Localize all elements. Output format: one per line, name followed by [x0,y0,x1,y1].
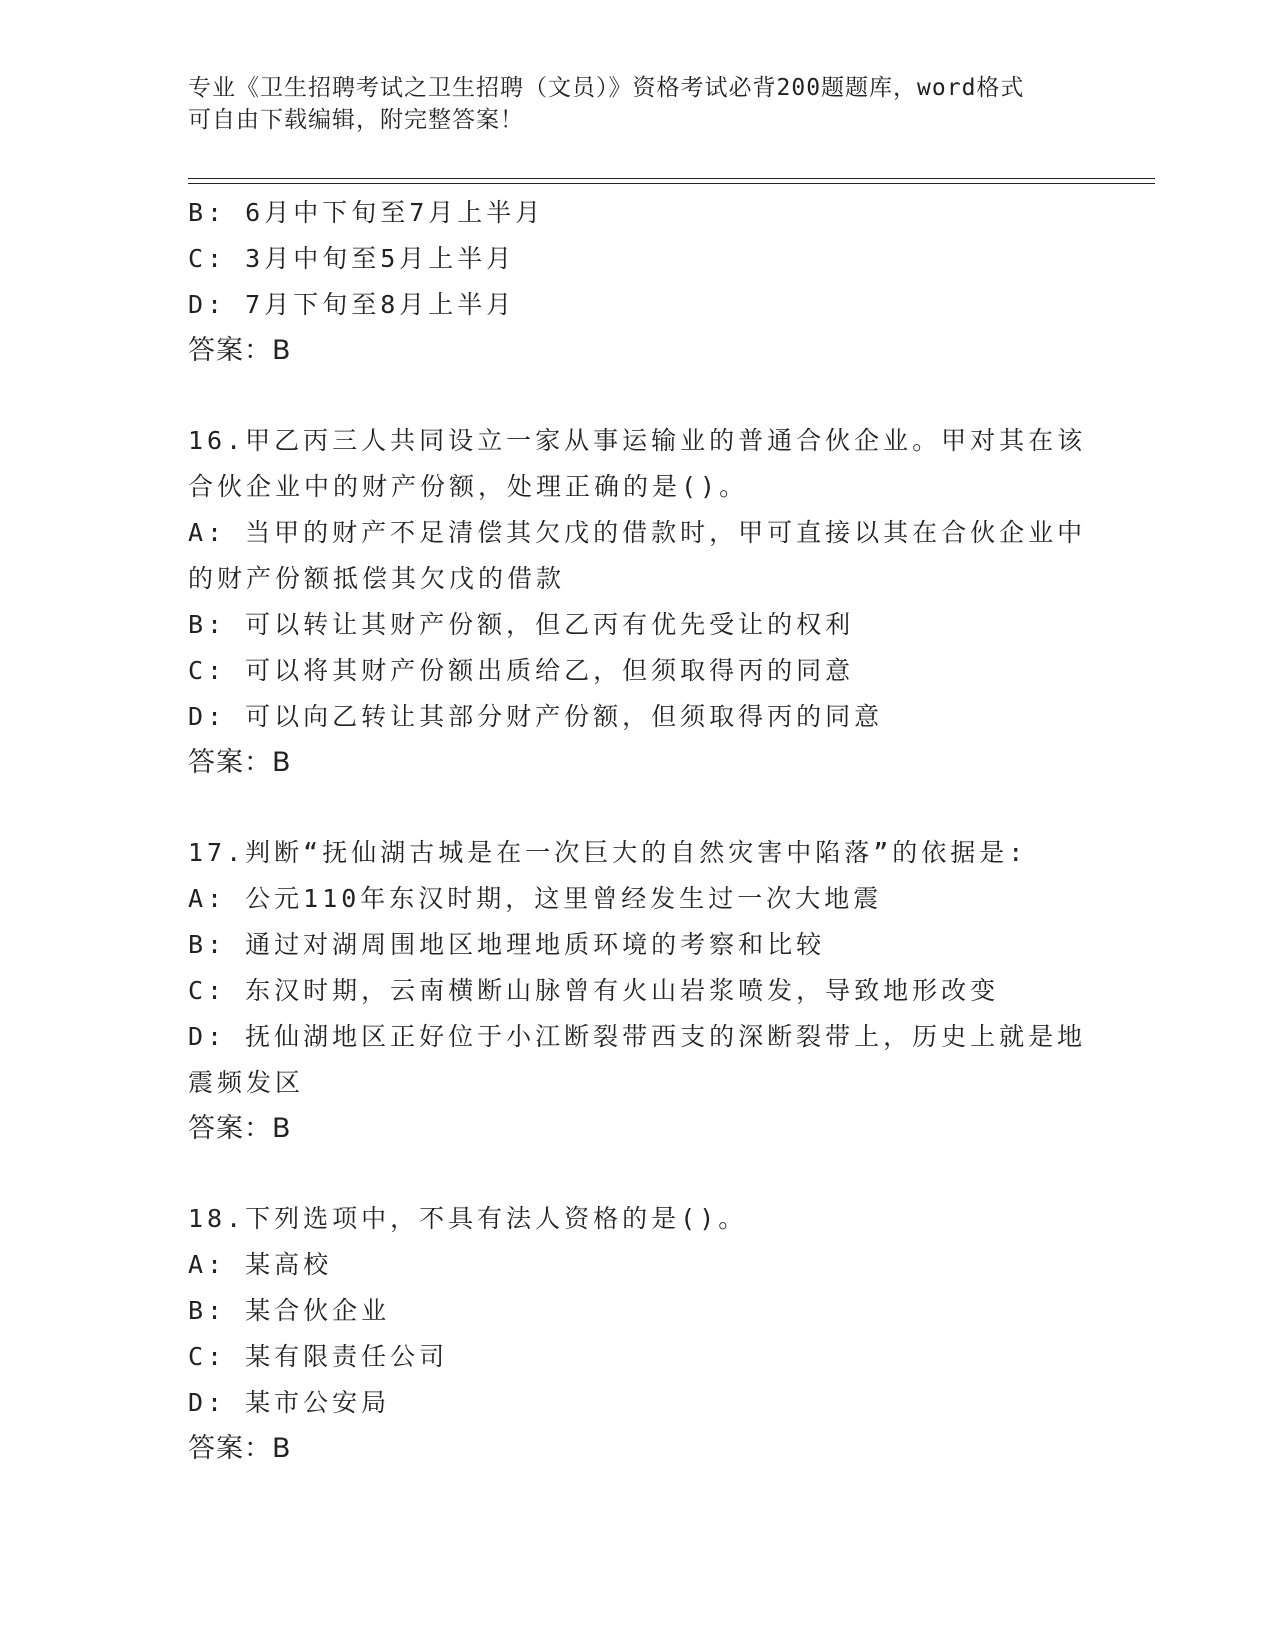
header-divider-bottom [188,183,1155,184]
option-d: D: 某市公安局 [188,1388,391,1417]
question-17 [188,830,1088,1152]
option-c: C: 某有限责任公司 [188,1342,449,1371]
question-18 [188,1196,1088,1472]
option-b: B: 可以转让其财产份额，但乙丙有优先受让的权利 [188,610,855,639]
option-c: C: 可以将其财产份额出质给乙，但须取得丙的同意 [188,656,855,685]
document-header [188,72,1088,136]
option-a: A: 当甲的财产不足清偿其欠戊的借款时，甲可直接以其在合伙企业中 [188,518,1087,547]
option-b: B: 某合伙企业 [188,1296,391,1325]
answer-line: 答案：B [188,335,292,366]
spacer [188,786,1088,830]
question-stem-line: 18.下列选项中，不具有法人资格的是()。 [188,1204,748,1233]
option-d: D: 7月下旬至8月上半月 [188,290,516,319]
answer-line: 答案：B [188,747,292,778]
option-d-continued: 震频发区 [188,1068,305,1097]
header-title-line2: 可自由下载编辑，附完整答案！ [188,107,524,133]
option-a-continued: 的财产份额抵偿其欠戊的借款 [188,564,566,593]
question-list [188,190,1088,1472]
spacer [188,1152,1088,1196]
option-d: D: 可以向乙转让其部分财产份额，但须取得丙的同意 [188,702,884,731]
question-stem-line: 16.甲乙丙三人共同设立一家从事运输业的普通合伙企业。甲对其在该 [188,426,1087,455]
option-b: B: 通过对湖周围地区地理地质环境的考察和比较 [188,930,826,959]
answer-line: 答案：B [188,1113,292,1144]
question-stem-line: 合伙企业中的财产份额，处理正确的是()。 [188,472,749,501]
question-16 [188,418,1088,786]
answer-line: 答案：B [188,1433,292,1464]
header-divider-top [188,178,1155,179]
option-b: B: 6月中下旬至7月上半月 [188,198,545,227]
option-c: C: 东汉时期，云南横断山脉曾有火山岩浆喷发，导致地形改变 [188,976,1000,1005]
header-title-line1: 专业《卫生招聘考试之卫生招聘（文员）》资格考试必背200题题库，word格式 [188,75,1025,101]
option-a: A: 公元110年东汉时期，这里曾经发生过一次大地震 [188,884,883,913]
option-c: C: 3月中旬至5月上半月 [188,244,516,273]
question-stem-line: 17.判断“抚仙湖古城是在一次巨大的自然灾害中陷落”的依据是: [188,838,1028,867]
spacer [188,374,1088,418]
question-15-tail [188,190,1088,374]
option-a: A: 某高校 [188,1250,333,1279]
option-d: D: 抚仙湖地区正好位于小江断裂带西支的深断裂带上，历史上就是地 [188,1022,1087,1051]
